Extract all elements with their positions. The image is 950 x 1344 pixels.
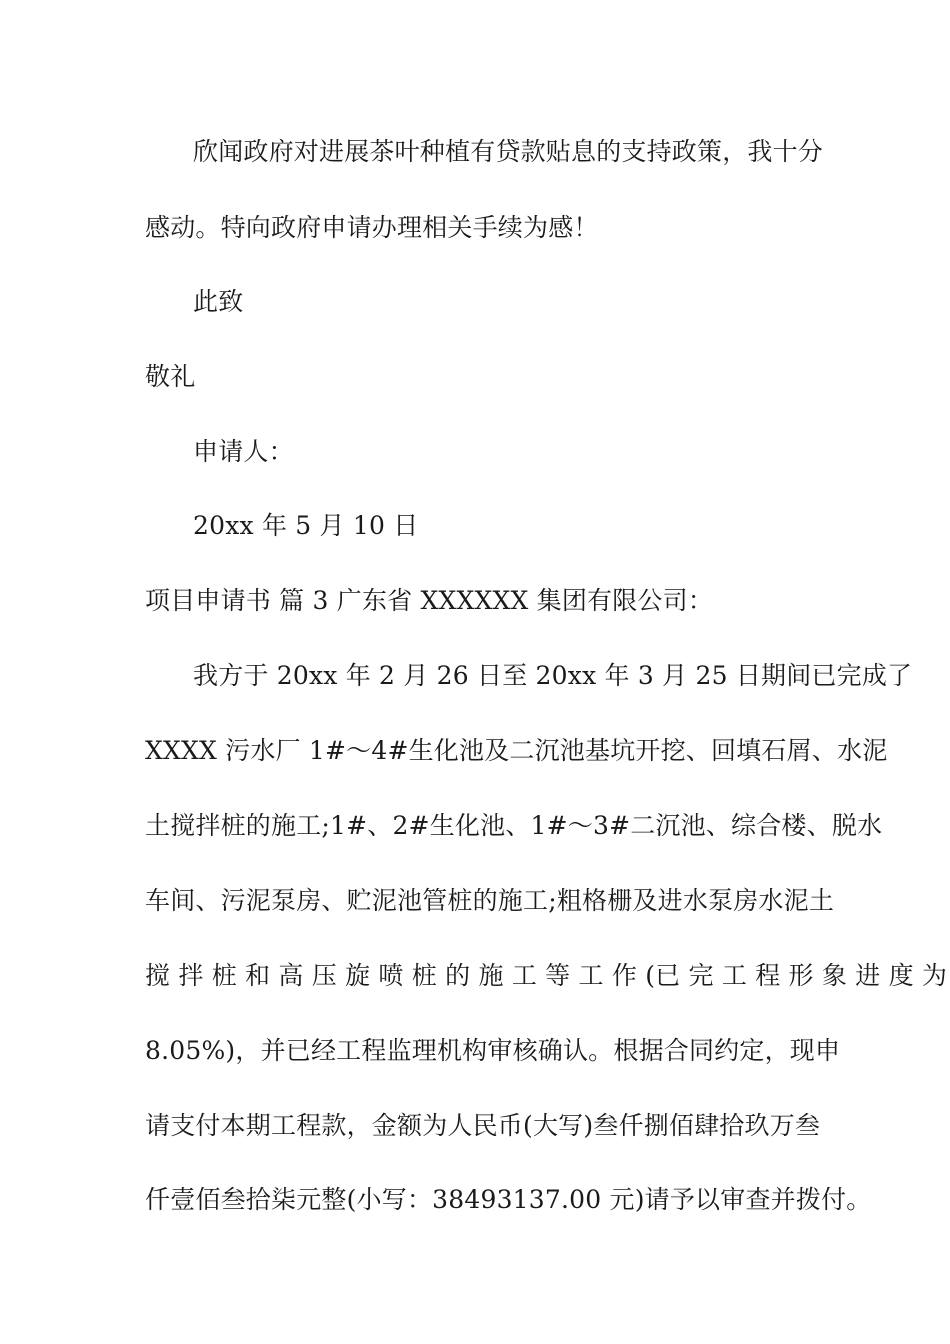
paragraph-line: 8.05%)，并已经工程监理机构审核确认。根据合同约定，现申 [145, 1036, 841, 1065]
applicant-label: 申请人： [193, 437, 294, 466]
section-heading: 项目申请书 篇 3 广东省 XXXXXX 集团有限公司： [145, 586, 714, 615]
closing-regards: 敬礼 [145, 362, 196, 391]
paragraph-line: 请支付本期工程款，金额为人民币(大写)叁仟捌佰肆拾玖万叁 [145, 1111, 821, 1140]
paragraph-line: 车间、污泥泵房、贮泥池管桩的施工;粗格栅及进水泵房水泥土 [145, 886, 835, 915]
paragraph-line: 欣闻政府对进展茶叶种植有贷款贴息的支持政策，我十分 [193, 137, 824, 166]
paragraph-line: 土搅拌桩的施工;1#、2#生化池、1#～3#二沉池、综合楼、脱水 [145, 811, 883, 840]
date-line: 20xx 年 5 月 10 日 [193, 511, 419, 540]
paragraph-line: 感动。特向政府申请办理相关手续为感！ [145, 213, 599, 242]
closing-salutation: 此致 [193, 287, 244, 316]
paragraph-line: XXXX 污水厂 1#～4#生化池及二沉池基坑开挖、回填石屑、水泥 [145, 736, 888, 765]
paragraph-line: 搅 拌 桩 和 高 压 旋 喷 桩 的 施 工 等 工 作 (已 完 工 程 形 象 进 度 为 [145, 961, 948, 990]
paragraph-line: 仟壹佰叁拾柒元整(小写：38493137.00 元)请予以审查并拨付。 [145, 1185, 872, 1214]
paragraph-line: 我方于 20xx 年 2 月 26 日至 20xx 年 3 月 25 日期间已完成了 [193, 661, 913, 690]
